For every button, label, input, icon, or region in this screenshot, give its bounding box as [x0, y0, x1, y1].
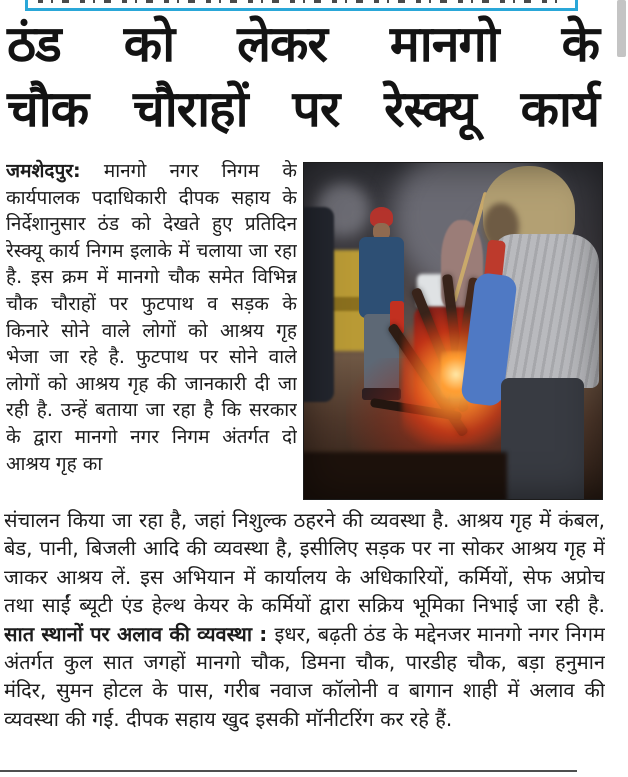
article-body-fullwidth — [4, 506, 605, 766]
headline-line-2: चौक चौराहों पर रेस्क्यू कार्य — [7, 80, 599, 138]
article-headline — [7, 12, 599, 142]
bottom-divider-rule — [0, 770, 577, 772]
inline-subhead: सात स्थानों पर अलाव की व्यवस्था : — [4, 621, 275, 646]
article-lead-column — [6, 158, 297, 504]
clipped-headline-box — [25, 0, 578, 11]
clipped-text-remnants — [38, 0, 565, 3]
dateline: जमशेदपुर: — [6, 160, 81, 182]
article-photo — [303, 162, 603, 500]
scrollbar-thumb[interactable] — [617, 0, 626, 57]
body-tail-text: इधर, बढ़ती ठंड के मद्देनजर मानगो नगर निगम अंतर्गत कुल सात जगहों मानगो चौक, डिमना चौक, पारडीह चौक, बड़ा हनुमान मंदिर, सुमन होटल के पास, गरीब नवाज कॉलोनी व बागान शाही में अलाव की व्यवस्था की गई. दीपक सहाय खुद इसकी मॉनीटरिंग कर रहे हैं. — [4, 621, 605, 731]
photo-vignette — [304, 163, 602, 499]
body-main-text: संचालन किया जा रहा है, जहां निशुल्क ठहरने की व्यवस्था है. आश्रय गृह में कंबल, बेड, पानी, बिजली आदि की व्यवस्था है, इसीलिए सड़क पर ना सोकर आश्रय गृह में जाकर आश्रय लें. इस अभियान में कार्यालय के अधिकारियों, कर्मियों, सेफ अप्रोच तथा साईं ब्यूटी एंड हेल्थ केयर के कर्मियों द्वारा सक्रिय भूमिका निभाई जा रही है. — [4, 508, 605, 618]
headline-line-1: ठंड को लेकर मानगो के — [7, 15, 599, 73]
lead-text: मानगो नगर निगम के कार्यपालक पदाधिकारी दीपक सहाय के निर्देशानुसार ठंड को देखते हुए प्रतिदिन रेस्क्यू कार्य निगम इलाके में चलाया जा रहा है. इस क्रम में मानगो चौक समेत विभिन्न चौक चौराहों पर फुटपाथ व सड़क के किनारे सोने वाले लोगों को आश्रय गृह भेजा जा रहे है. फुटपाथ पर सोने वाले लोगों को आश्रय गृह की जानकारी दी जा रही है. उन्हें बताया जा रहा है कि सरकार के द्वारा मानगो नगर निगम अंतर्गत दो आश्रय गृह का — [6, 160, 297, 475]
